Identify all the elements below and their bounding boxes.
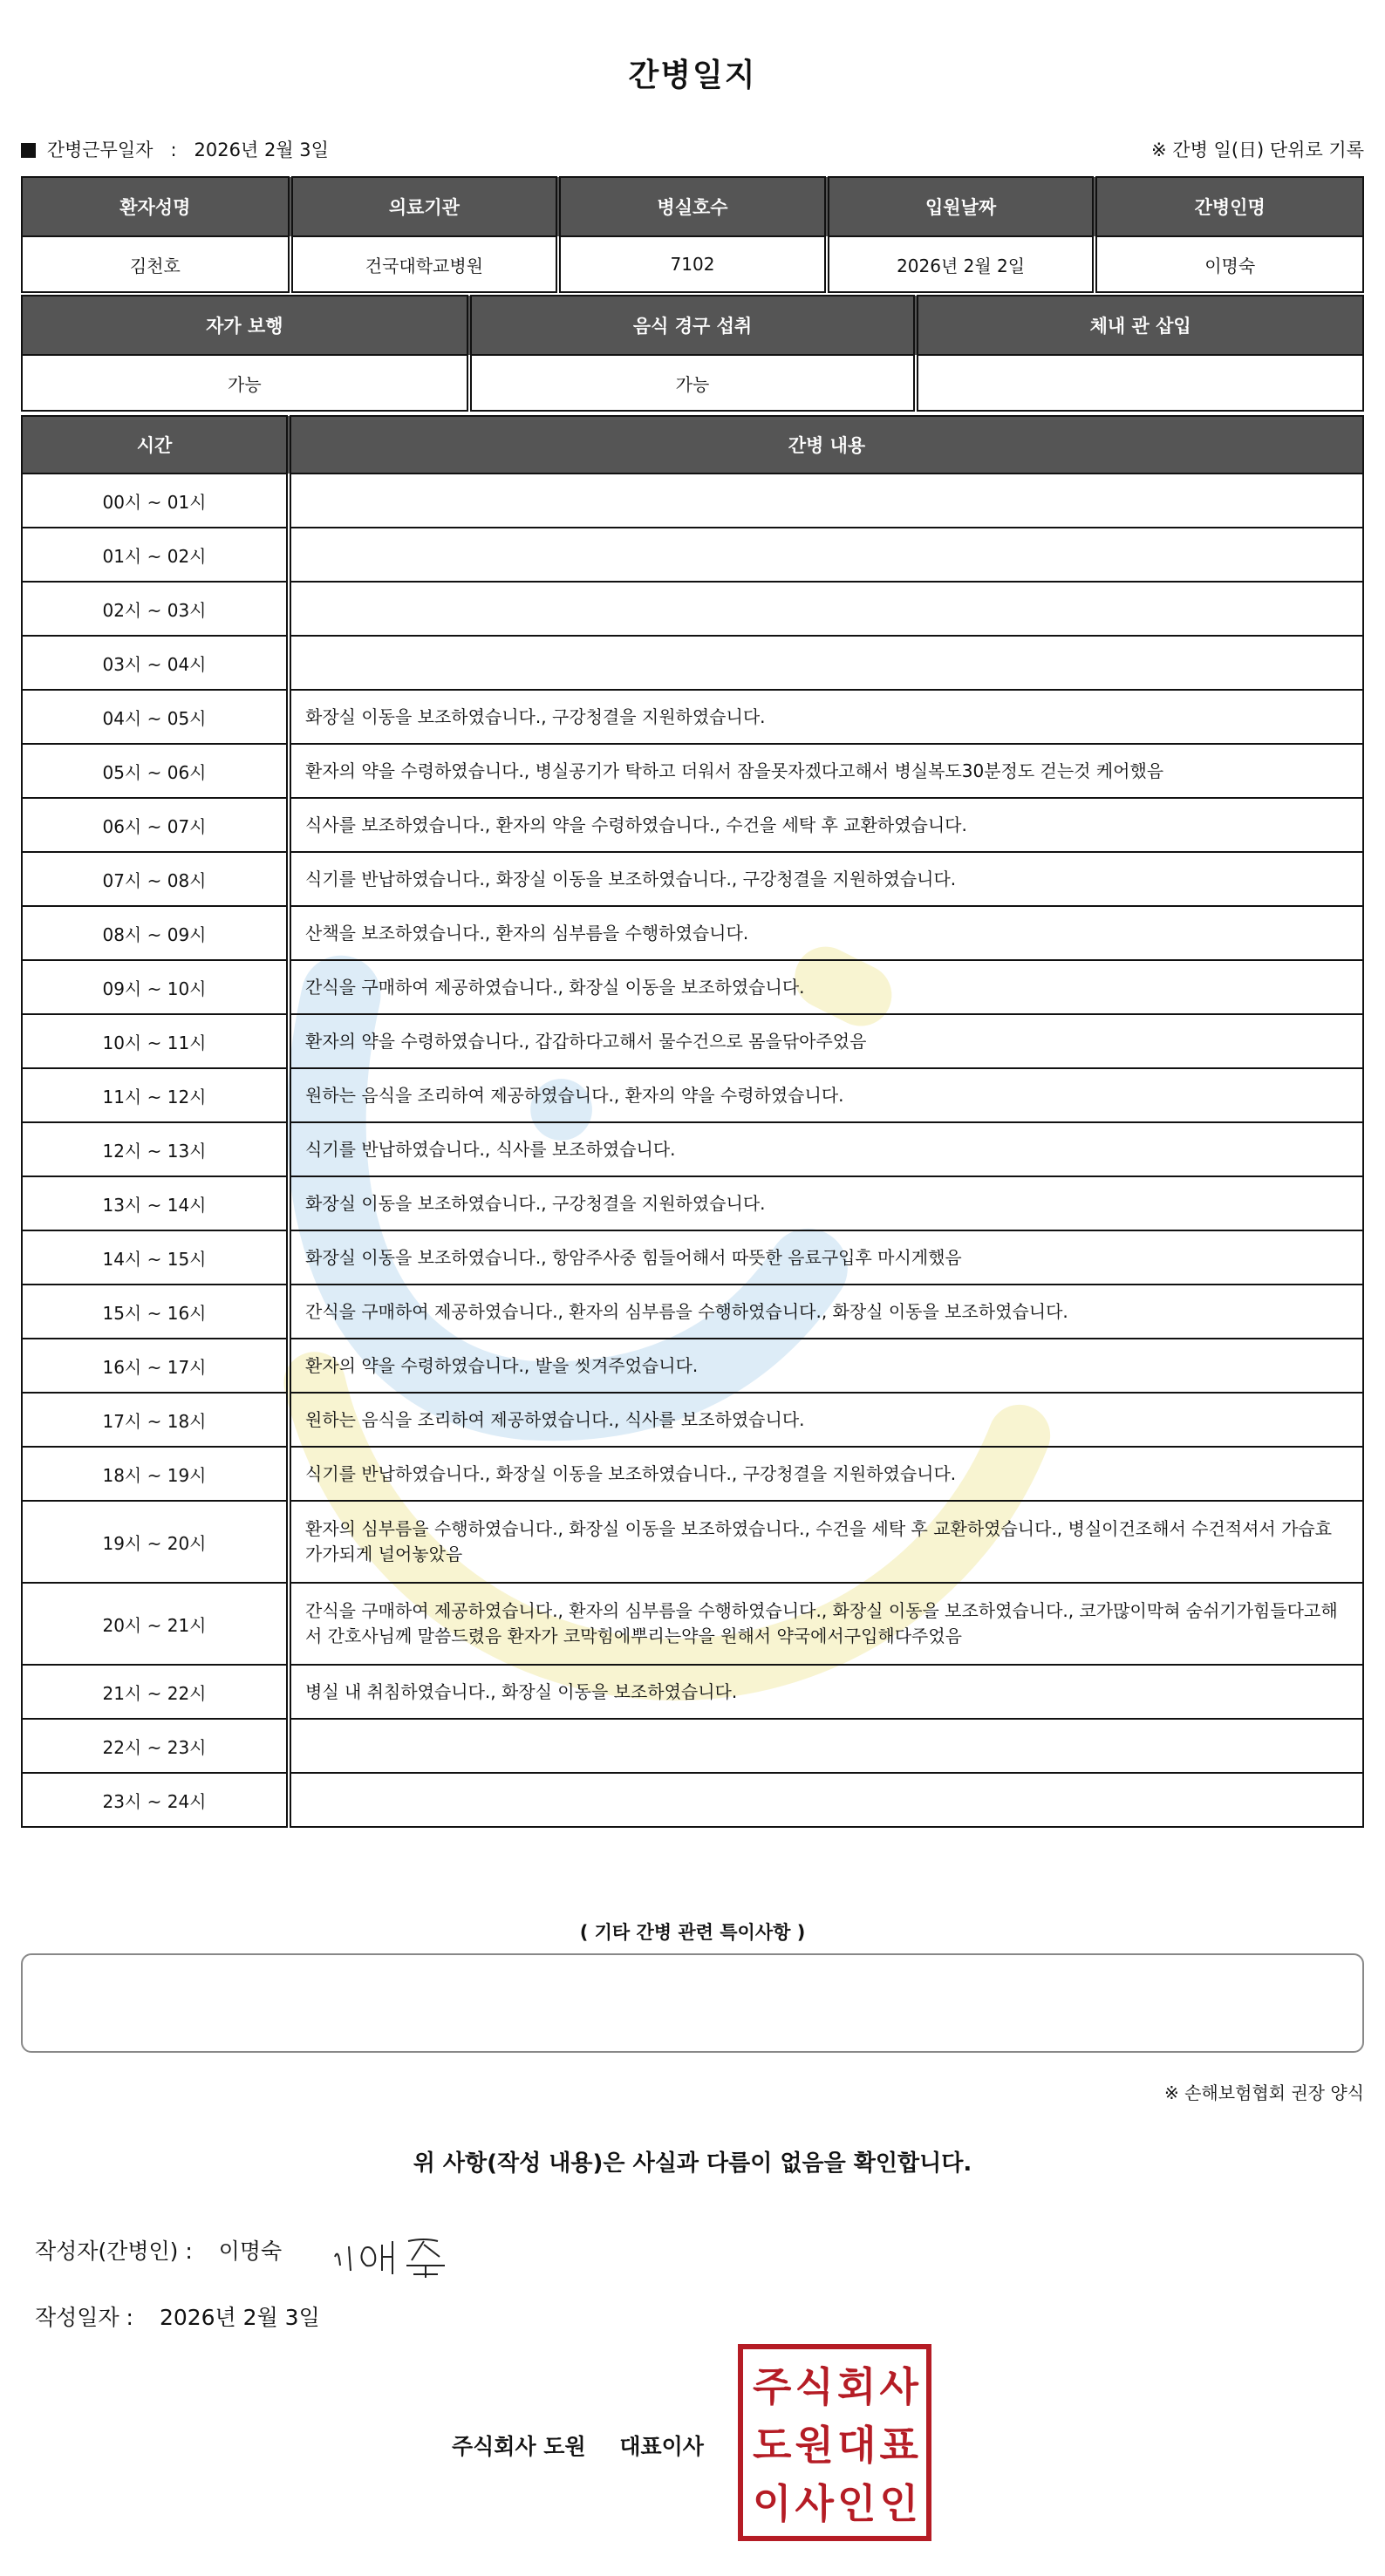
recommend-note: ※ 손해보험협회 권장 양식 [1163, 2082, 1364, 2103]
header-self-walking: 자가 보행 [22, 296, 469, 355]
table-row [22, 1773, 1363, 1827]
writer-name: 이명숙 [218, 2239, 283, 2264]
seal-char: 주 [753, 2362, 790, 2410]
time-cell: 19시 ~ 20시 [22, 1501, 289, 1583]
time-cell: 18시 ~ 19시 [22, 1447, 289, 1501]
table-row [22, 744, 1363, 798]
table-row [22, 1447, 1363, 1501]
note-cell [289, 1719, 1363, 1773]
care-log-table [21, 415, 1364, 1828]
tube-insertion-value [916, 355, 1363, 411]
etc-notes-title: ( 기타 간병 관련 특이사항 ) [579, 1922, 806, 1943]
bullet-square-icon [21, 143, 36, 158]
work-date-value: 2026년 2월 3일 [194, 140, 329, 160]
care-log-body [22, 474, 1363, 1827]
time-cell: 05시 ~ 06시 [22, 744, 289, 798]
table-row [22, 960, 1363, 1014]
seal-char: 원 [795, 2421, 832, 2469]
table-row [22, 906, 1363, 960]
note-cell: 화장실 이동을 보조하였습니다., 항암주사중 힘들어해서 따뜻한 음료구입후 마시게했음 [289, 1230, 1363, 1285]
handwritten-signature [328, 2222, 476, 2283]
time-cell: 01시 ~ 02시 [22, 528, 289, 582]
company-line [452, 2429, 704, 2461]
header-hospital: 의료기관 [290, 177, 559, 236]
time-cell: 20시 ~ 21시 [22, 1583, 289, 1665]
admission-date: 2026년 2월 2일 [827, 236, 1095, 292]
table-row [22, 1122, 1363, 1176]
note-cell: 산책을 보조하였습니다., 환자의 심부름을 수행하였습니다. [289, 906, 1363, 960]
table-row [22, 1339, 1363, 1393]
table-row [22, 1583, 1363, 1665]
time-cell: 06시 ~ 07시 [22, 798, 289, 852]
table-row [22, 636, 1363, 690]
table-row [22, 528, 1363, 582]
time-cell: 23시 ~ 24시 [22, 1773, 289, 1827]
seal-char: 식 [795, 2362, 832, 2410]
note-cell [289, 1773, 1363, 1827]
work-date-colon: : [170, 140, 177, 160]
self-walking-value: 가능 [22, 355, 469, 411]
note-cell: 식기를 반납하였습니다., 식사를 보조하였습니다. [289, 1122, 1363, 1176]
header-oral-intake: 음식 경구 섭취 [469, 296, 917, 355]
note-cell: 환자의 약을 수령하였습니다., 발을 씻겨주었습니다. [289, 1339, 1363, 1393]
note-cell: 간식을 구매하여 제공하였습니다., 환자의 심부름을 수행하였습니다., 화장실 이동을 보조하였습니다., 코가많이막혀 숨쉬기가힘들다고해서 간호사님께 말씀드렸음 환자가 코막힘에뿌리는약을 원해서 약국에서구입해다주었음 [289, 1583, 1363, 1665]
time-cell: 09시 ~ 10시 [22, 960, 289, 1014]
time-cell: 08시 ~ 09시 [22, 906, 289, 960]
note-cell: 원하는 음식을 조리하여 제공하였습니다., 식사를 보조하였습니다. [289, 1393, 1363, 1447]
note-cell: 식기를 반납하였습니다., 화장실 이동을 보조하였습니다., 구강청결을 지원하였습니다. [289, 1447, 1363, 1501]
time-cell: 15시 ~ 16시 [22, 1285, 289, 1339]
written-date-label: 작성일자 : [35, 2305, 133, 2330]
hospital-name: 건국대학교병원 [290, 236, 559, 292]
seal-char: 회 [837, 2362, 875, 2410]
note-cell [289, 528, 1363, 582]
header-patient-name: 환자성명 [22, 177, 290, 236]
time-cell: 14시 ~ 15시 [22, 1230, 289, 1285]
seal-char: 사 [795, 2480, 832, 2528]
note-cell: 간식을 구매하여 제공하였습니다., 화장실 이동을 보조하였습니다. [289, 960, 1363, 1014]
time-cell: 03시 ~ 04시 [22, 636, 289, 690]
seal-char: 인 [879, 2480, 917, 2528]
oral-intake-value: 가능 [469, 355, 917, 411]
time-cell: 21시 ~ 22시 [22, 1665, 289, 1719]
etc-notes-box [21, 1953, 1364, 2053]
note-cell: 화장실 이동을 보조하였습니다., 구강청결을 지원하였습니다. [289, 690, 1363, 744]
seal-char: 도 [753, 2421, 790, 2469]
time-cell: 00시 ~ 01시 [22, 474, 289, 528]
time-cell: 07시 ~ 08시 [22, 852, 289, 906]
company-seal [738, 2344, 931, 2541]
time-cell: 13시 ~ 14시 [22, 1176, 289, 1230]
header-caregiver-name: 간병인명 [1095, 177, 1363, 236]
table-row [22, 852, 1363, 906]
table-row [22, 1501, 1363, 1583]
written-date-line [35, 2300, 320, 2332]
work-date-line [21, 136, 329, 162]
table-row [22, 690, 1363, 744]
company-name: 주식회사 도원 [452, 2434, 586, 2459]
table-row [22, 798, 1363, 852]
patient-name: 김천호 [22, 236, 290, 292]
ceo-title: 대표이사 [619, 2434, 704, 2459]
table-row [22, 474, 1363, 528]
header-tube-insertion: 체내 관 삽입 [916, 296, 1363, 355]
header-care-content: 간병 내용 [289, 416, 1363, 474]
table-row [22, 1014, 1363, 1068]
table-row [22, 1665, 1363, 1719]
time-cell: 10시 ~ 11시 [22, 1014, 289, 1068]
time-cell: 04시 ~ 05시 [22, 690, 289, 744]
patient-info-table [21, 176, 1364, 293]
note-cell: 간식을 구매하여 제공하였습니다., 환자의 심부름을 수행하였습니다., 화장실 이동을 보조하였습니다. [289, 1285, 1363, 1339]
confirm-statement: 위 사항(작성 내용)은 사실과 다름이 없음을 확인합니다. [413, 2150, 972, 2177]
note-cell: 식사를 보조하였습니다., 환자의 약을 수령하였습니다., 수건을 세탁 후 교환하였습니다. [289, 798, 1363, 852]
table-row [22, 582, 1363, 636]
note-cell: 환자의 약을 수령하였습니다., 병실공기가 탁하고 더워서 잠을못자겠다고해서 병실복도30분정도 걷는것 케어했음 [289, 744, 1363, 798]
note-cell [289, 582, 1363, 636]
table-row [22, 1393, 1363, 1447]
header-admission-date: 입원날짜 [827, 177, 1095, 236]
note-cell: 식기를 반납하였습니다., 화장실 이동을 보조하였습니다., 구강청결을 지원하였습니다. [289, 852, 1363, 906]
time-cell: 22시 ~ 23시 [22, 1719, 289, 1773]
table-row [22, 1285, 1363, 1339]
writer-line [35, 2234, 282, 2266]
table-row [22, 1068, 1363, 1122]
note-cell: 환자의 심부름을 수행하였습니다., 화장실 이동을 보조하였습니다., 수건을 세탁 후 교환하였습니다., 병실이건조해서 수건적셔서 가습효가가되게 널어놓았음 [289, 1501, 1363, 1583]
note-cell: 환자의 약을 수령하였습니다., 갑갑하다고해서 물수건으로 몸을닦아주었음 [289, 1014, 1363, 1068]
header-room: 병실호수 [558, 177, 827, 236]
note-cell: 화장실 이동을 보조하였습니다., 구강청결을 지원하였습니다. [289, 1176, 1363, 1230]
table-row [22, 1176, 1363, 1230]
seal-char: 대 [837, 2421, 875, 2469]
table-row [22, 1719, 1363, 1773]
header-time: 시간 [22, 416, 289, 474]
seal-char: 표 [879, 2421, 917, 2469]
unit-note: ※ 간병 일(日) 단위로 기록 [1151, 140, 1364, 160]
seal-char: 사 [879, 2362, 917, 2410]
time-cell: 11시 ~ 12시 [22, 1068, 289, 1122]
writer-label: 작성자(간병인) : [35, 2239, 193, 2264]
table-row [22, 1230, 1363, 1285]
written-date-value: 2026년 2월 3일 [159, 2305, 320, 2330]
work-date-label: 간병근무일자 [46, 140, 154, 160]
time-cell: 16시 ~ 17시 [22, 1339, 289, 1393]
time-cell: 17시 ~ 18시 [22, 1393, 289, 1447]
time-cell: 12시 ~ 13시 [22, 1122, 289, 1176]
time-cell: 02시 ~ 03시 [22, 582, 289, 636]
room-number: 7102 [558, 236, 827, 292]
note-cell [289, 636, 1363, 690]
note-cell: 병실 내 취침하였습니다., 화장실 이동을 보조하였습니다. [289, 1665, 1363, 1719]
seal-char: 이 [753, 2480, 790, 2528]
patient-status-table [21, 295, 1364, 412]
page-title: 간병일지 [628, 58, 757, 93]
seal-char: 인 [837, 2480, 875, 2528]
note-cell: 원하는 음식을 조리하여 제공하였습니다., 환자의 약을 수령하였습니다. [289, 1068, 1363, 1122]
caregiver-name: 이명숙 [1095, 236, 1363, 292]
note-cell [289, 474, 1363, 528]
